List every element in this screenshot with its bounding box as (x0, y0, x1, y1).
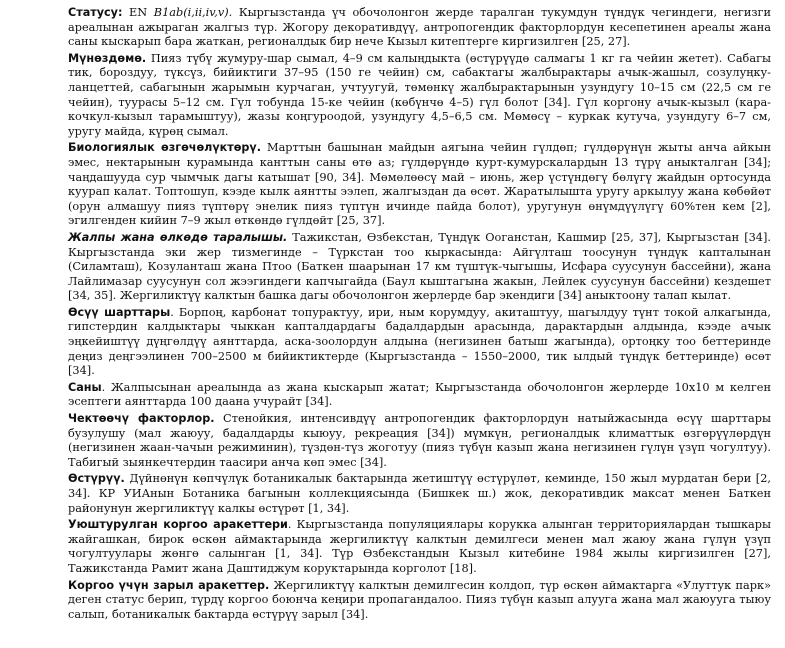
heading-description: Мүнөздөмө. (68, 51, 147, 65)
limiting-factors-text: Стенойкия, интенсивдүү антропогендик факторлордун натыйжасында өсүү шарттары бузулушу (мал жаюуу, бадалдарды кыюуу, рекреация [34]) мүмкүн, регионалдык климаттык өзгөрүүлөрдүн (негизинен жаан-чачын режиминин), түздөн-түз жоготуу (пияз түбүн казып жана негизинен гүлүн үзүп чогултуу). Табигый зыянкечтердин таасири анча көп эмес [34]. (68, 412, 771, 469)
status-text: Кыргызстанда үч обочолонгон жерде таралган тукумдун түндүк чегиндеги, негизги ареалынан ажыраган жалгыз түр. Жогору декоративдүү, антропогендик факторлордун кесепетинен ареалы жана саны кыскарып бара жаткан, регионалдык бир нече Кызыл китептерге киргизилген [25, 27]. (68, 6, 771, 49)
section-description (68, 52, 771, 140)
heading-habitat: Өсүү шарттары (68, 305, 171, 319)
section-status (68, 6, 771, 50)
protection-measures-text: . Кыргызстанда популяциялары корукка алынган территориялардан тышкары жайгашкан, бирок өскөн аймактарында жергиликтүү калктын демилгеси менен мал жаюу жана гүлүн үзүп чогултуулары жөнгө салынган [1, 34]. Түр Өзбекстандын Кызыл китебине 1984 жылы киргизилген [27], Тажикстанда Рамит жана Даштиджум коруктарында корголот [18]. (68, 518, 772, 575)
status-criteria: B1ab(i,ii,iv,v). (153, 6, 233, 19)
status-prefix: EN (122, 6, 154, 19)
abundance-text: . Жалпысынан ареалында аз жана кыскарып жатат; Кыргызстанда обочолонгон жерлерде 10x10 м келген эсептеги аянттарда 100 даана учурайт [34]. (68, 380, 771, 409)
description-text: Пияз түбү жумуру-шар сымал, 4–9 см калыңдыкта (өстүрүүдө салмагы 1 кг га чейин жетет). Сабагы тик, бороздуу, түксүз, бийиктиги 37–95 (150 ге чейин) см, сабактагы жалбырактары ачык-жашыл, созулуңку-ланцеттей, сабагынын жарымын курчаган, учтуугуй, төмөнкү жалбырактарынын узундугу 10–15 см (22,5 см ге чейин), туурасы 5–12 см. Гүл тобунда 15-ке чейин (көбүнчө 4–5) гүл болот [34]. Гүл коргону ачык-кызыл (кара-кочкул-кызыл тарамыштуу), жазы коңгуроодой, узундугу 4,5–6,5 см. Мөмөсү – куркак кутуча, узундугу 6–7 см, уругу майда, күрөң сымал. (68, 51, 771, 138)
biology-text: Марттын башынан майдын аягына чейин гүлдөп; гүлдөрүнүн жыты анча айкын эмес, нектарынын курамында канттын саны өтө аз; гүлдөрүндө курт-кумурскалардын 13 түрү аныкталган [34]; чаңдашууда сур чымчык дагы катышат [90, 34]. Мөмөлөөсү май – июнь, жер үстүндөгү бөлүгү жайдын ортосунда куурап калат. Топтошуп, кээде кылк аянтты ээлеп, жалгыздан да өсөт. Жаратылышта уругу аркылуу жана көбөйөт (орун алмашуу пияз түптөрү энелик пияз түптүн ичинде пайда болот), уругунун өнүмдүүлүгү 60%тен кем [2], эгилгенден кийин 7–9 жыл өткөндө гүлдөйт [25, 37]. (68, 141, 771, 228)
section-biology (68, 141, 771, 229)
section-limiting-factors (68, 412, 771, 470)
heading-needed-actions: Коргоо үчүн зарыл аракеттер. (68, 578, 270, 592)
section-needed-actions (68, 579, 771, 623)
cultivation-text: Дүйнөнүн көпчүлүк ботаникалык бактарында жетиштүү өстүрүлөт, кеминде, 150 жыл мурдатан бери [2, 34]. КР УИАнын Ботаника багынын коллекциясында (Бишкек ш.) жок, декоративдик максат менен Баткен районунун жергиликтүү калкы өстүрөт [1, 34]. (68, 472, 771, 515)
section-distribution (68, 231, 771, 304)
heading-biology: Биологиялык өзгөчөлүктөрү. (68, 141, 261, 155)
habitat-text: . Борпоң, карбонат топурактуу, ири, ным корумдуу, акиташтуу, шагылдуу түнт токой алкагында, гипстердин калдыктары чыккан капталдардагы бадалдардын арасында, дарактардын алдында, кээде ачык эңкейиштүү дүңгөлдүү аянттарда, аска-зоолордун алдына (негизинен батыш жагында), ортоңку тоо беттеринде деңиз деңгээлинен 700–2500 м бийиктиктерде (Кыргызстанда – 1550–2000, тик ылдый түндүк беттеринде) өсөт [34]. (68, 305, 771, 378)
heading-protection-measures: Уюштурулган коргоо аракеттери (68, 518, 288, 532)
heading-distribution: Жалпы жана өлкөдө таралышы. (68, 230, 288, 244)
section-habitat (68, 306, 771, 379)
heading-limiting-factors: Чектөөчү факторлор. (68, 412, 215, 426)
heading-abundance: Саны (68, 380, 102, 394)
distribution-text: Тажикстан, Өзбекстан, Түндүк Ооганстан, Кашмир [25, 37], Кыргызстан [34]. Кыргызстанда эки жер тизмегинде – Түркстан тоо кыркасында: Айгүлташ тоосунун түндүк капталынан (Силамташ), Козуланташ жана Птоо (Баткен шаарынан 17 км түштүк-чыгышы, Исфара суусунун бассейни), жана Лайлимазар суусунун сол жээгиндеги капчыгайда (Баул кыштагына жакын, Лейлек суусунун бассейни) кездешет [34, 35]. Жергиликтүү калктын башка дагы обочолонгон жерлерде бар экендиги [34] аныктоону талап кылат. (68, 230, 771, 303)
section-abundance (68, 381, 771, 410)
needed-actions-text: Жергиликтүү калктын демилгесин колдоп, түр өскөн аймактарга «Улуттук парк» деген статус берип, түрдү коргоо боюнча кеңири пропагандалоо. Пияз түбүн казып алууга жана мал жаюууга тыюу салып, ботаникалык бактарда өстүрүү зарыл [34]. (68, 578, 771, 621)
heading-cultivation: Өстүрүү. (68, 472, 125, 486)
heading-status: Статусу: (68, 6, 123, 19)
section-protection-measures (68, 518, 771, 576)
section-cultivation (68, 472, 771, 516)
